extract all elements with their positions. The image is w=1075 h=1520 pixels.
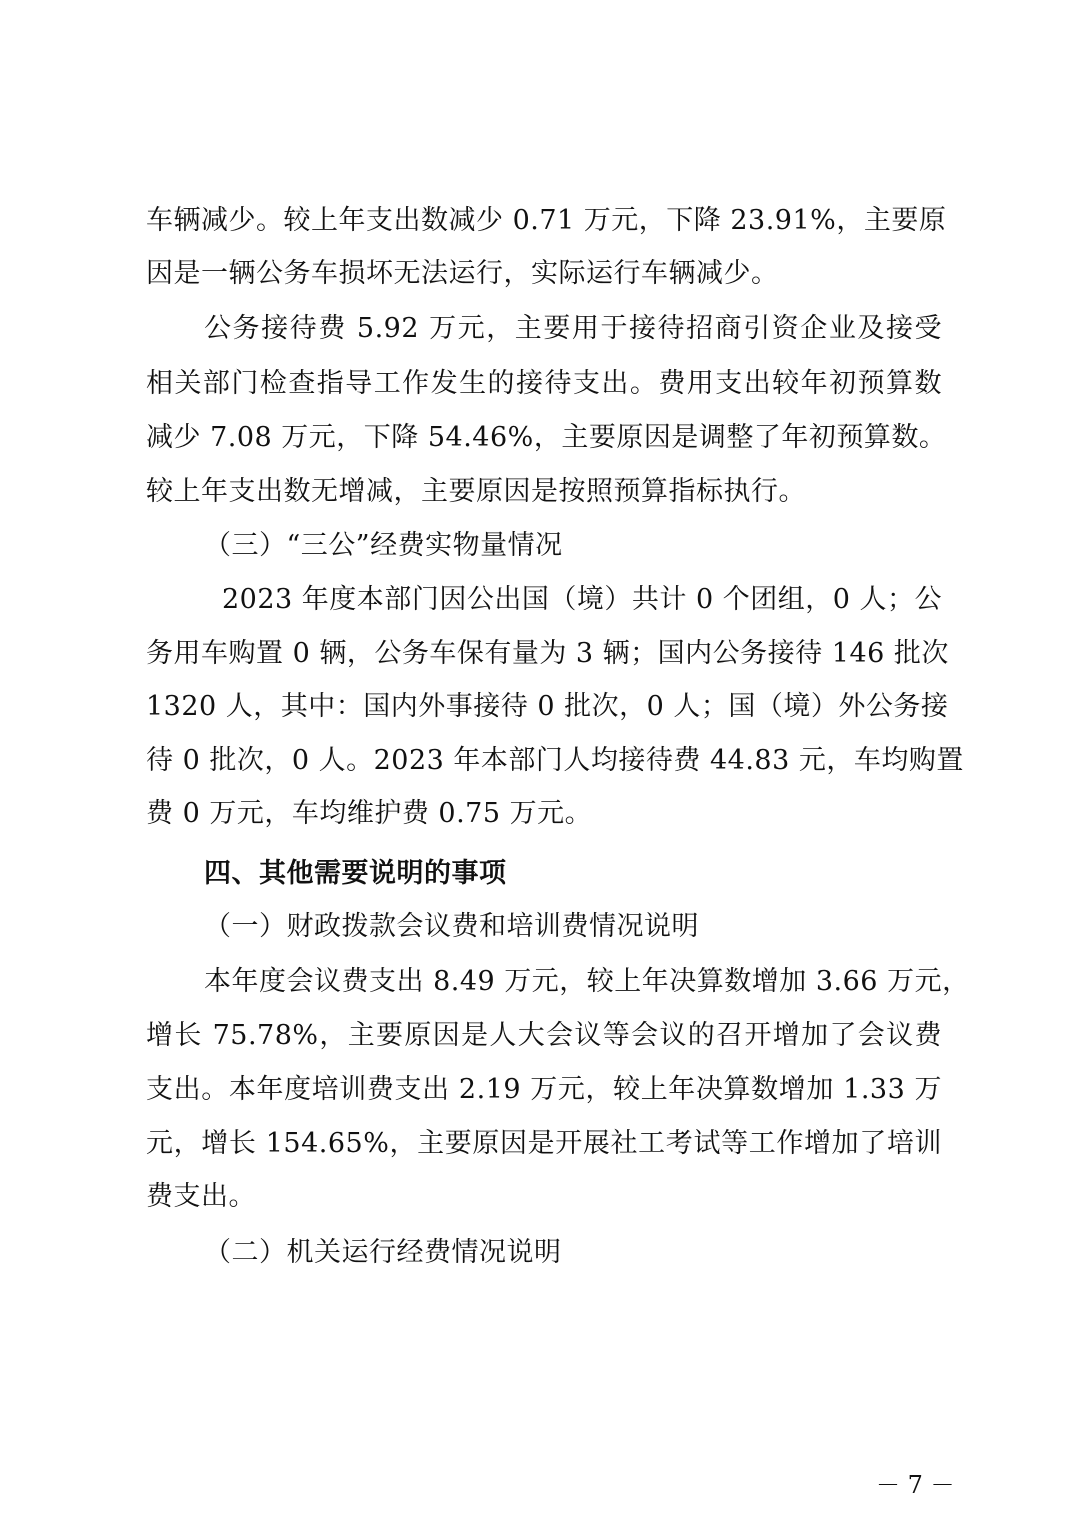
paragraph-line: 费 0 万元，车均维护费 0.75 万元。 bbox=[146, 798, 593, 829]
paragraph-line: 支出。本年度培训费支出 2.19 万元，较上年决算数增加 1.33 万 bbox=[146, 1074, 942, 1105]
subsection-heading: （二）机关运行经费情况说明 bbox=[204, 1237, 562, 1268]
paragraph-line: 公务接待费 5.92 万元，主要用于接待招商引资企业及接受 bbox=[204, 313, 942, 344]
paragraph-line: 车辆减少。较上年支出数减少 0.71 万元，下降 23.91%，主要原 bbox=[146, 205, 947, 236]
paragraph-line: 减少 7.08 万元，下降 54.46%，主要原因是调整了年初预算数。 bbox=[146, 422, 947, 453]
page-number: － 7 － bbox=[876, 1471, 955, 1499]
paragraph-line: 较上年支出数无增减，主要原因是按照预算指标执行。 bbox=[146, 476, 806, 507]
section-heading: 四、其他需要说明的事项 bbox=[204, 858, 507, 889]
subsection-heading: （一）财政拨款会议费和培训费情况说明 bbox=[204, 911, 699, 942]
paragraph-line: 费支出。 bbox=[146, 1181, 256, 1212]
paragraph-line: 元，增长 154.65%，主要原因是开展社工考试等工作增加了培训 bbox=[146, 1128, 942, 1159]
paragraph-line: 待 0 批次，0 人。2023 年本部门人均接待费 44.83 元，车均购置 bbox=[146, 745, 964, 776]
paragraph-line: 1320 人，其中：国内外事接待 0 批次，0 人；国（境）外公务接 bbox=[146, 691, 949, 722]
paragraph-line: 增长 75.78%，主要原因是人大会议等会议的召开增加了会议费 bbox=[146, 1020, 942, 1051]
paragraph-line: 相关部门检查指导工作发生的接待支出。费用支出较年初预算数 bbox=[146, 368, 942, 399]
paragraph-line: 本年度会议费支出 8.49 万元，较上年决算数增加 3.66 万元， bbox=[204, 966, 970, 997]
paragraph-line: 2023 年度本部门因公出国（境）共计 0 个团组，0 人；公 bbox=[222, 584, 942, 615]
section-heading: （三）“三公”经费实物量情况 bbox=[204, 530, 563, 561]
paragraph-line: 务用车购置 0 辆，公务车保有量为 3 辆；国内公务接待 146 批次 bbox=[146, 638, 949, 669]
paragraph-line: 因是一辆公务车损坏无法运行，实际运行车辆减少。 bbox=[146, 258, 779, 289]
